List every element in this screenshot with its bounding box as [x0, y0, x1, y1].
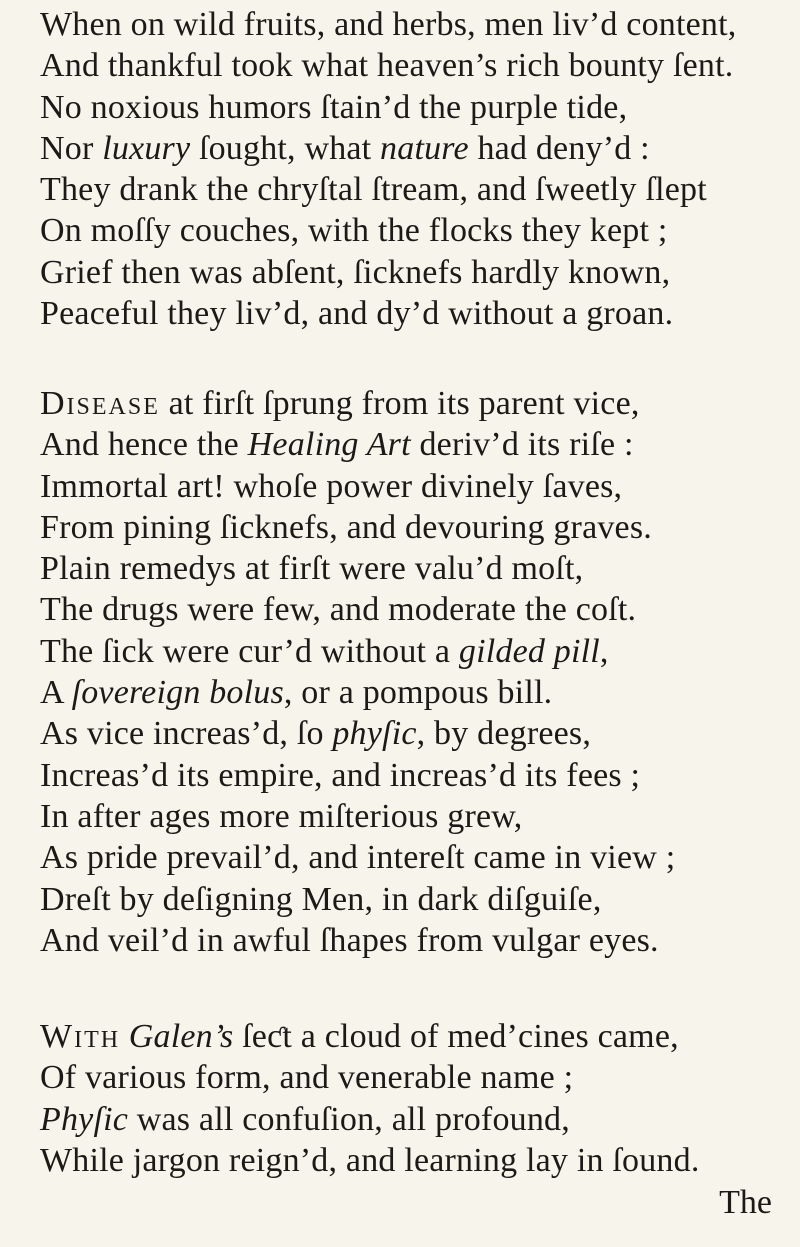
verse-line: Plain remedys at firſt were valu’d moſt, — [40, 550, 584, 588]
verse-text: ſought, what — [190, 129, 381, 167]
verse-line — [40, 672, 780, 713]
verse-line: Grief then was abſent, ſicknefs hardly known, — [40, 253, 671, 291]
verse-line: From pining ſicknefs, and devouring graves. — [40, 508, 652, 546]
verse-line: Increas’d its empire, and increas’d its fees ; — [40, 756, 641, 794]
stanza-2 — [40, 383, 780, 961]
verse-text: The ſick were cur’d without a — [40, 632, 459, 670]
verse-text: , — [599, 632, 609, 670]
verse-line — [40, 128, 780, 169]
verse-small-caps: With — [40, 1018, 121, 1055]
verse-line: Immortal art! whoſe power divinely ſaves, — [40, 467, 623, 505]
verse-italic: gilded pill — [458, 632, 600, 670]
verse-italic: luxury — [102, 129, 191, 167]
verse-italic: phyſic — [332, 715, 417, 753]
verse-text: Nor — [40, 129, 103, 167]
verse-line — [40, 1099, 780, 1140]
verse-italic: Phyſic — [40, 1100, 129, 1138]
verse-line — [40, 1016, 780, 1057]
stanza-3 — [40, 1016, 780, 1181]
verse-line: Of various form, and venerable name ; — [40, 1059, 574, 1097]
verse-italic: Healing Art — [247, 426, 411, 464]
verse-line — [40, 424, 780, 465]
verse-line — [40, 631, 780, 672]
verse-line: No noxious humors ſtain’d the purple tide, — [40, 88, 628, 126]
verse-text: at firſt ſprung from its parent vice, — [159, 385, 640, 422]
verse-text: And hence the — [40, 426, 248, 464]
verse-text: deriv’d its riſe : — [410, 426, 634, 464]
verse-italic: ſovereign bolus — [71, 674, 284, 712]
verse-text: ſeƈt a cloud of med’cines came, — [233, 1018, 679, 1055]
verse-text: A — [40, 674, 72, 712]
verse-italic: Galen’s — [128, 1018, 234, 1055]
verse-text: , or a pompous bill. — [283, 674, 553, 712]
verse-line: They drank the chryſtal ſtream, and ſweetly ſlept — [40, 171, 707, 209]
catchword: The — [719, 1184, 772, 1221]
verse-text: had deny’d : — [468, 129, 650, 167]
verse-line: The drugs were few, and moderate the coſt. — [40, 591, 637, 629]
verse-line: Peaceful they liv’d, and dy’d without a groan. — [40, 295, 674, 333]
verse-line: While jargon reign’d, and learning lay in ſound. — [40, 1141, 700, 1179]
verse-text: was all confuſion, all profound, — [128, 1100, 570, 1138]
verse-line — [40, 383, 780, 424]
verse-text: , by degrees, — [416, 715, 592, 753]
verse-text: As vice increas’d, ſo — [40, 715, 333, 753]
verse-line — [40, 713, 780, 754]
verse-line: On moſſy couches, with the flocks they kept ; — [40, 212, 668, 250]
verse-line: And veil’d in awful ſhapes from vulgar eyes. — [40, 921, 659, 959]
verse-line: In after ages more miſterious grew, — [40, 797, 523, 835]
stanza-1 — [40, 4, 780, 334]
verse-italic: nature — [380, 129, 469, 167]
verse-line: When on wild fruits, and herbs, men liv’d content, — [40, 6, 737, 43]
verse-line: Dreſt by deſigning Men, in dark diſguiſe, — [40, 880, 602, 918]
verse-line: And thankful took what heaven’s rich bounty ſent. — [40, 47, 734, 85]
verse-line: As pride prevail’d, and intereſt came in view ; — [40, 839, 676, 877]
verse-text — [120, 1018, 129, 1055]
verse-small-caps: Disease — [40, 385, 160, 422]
